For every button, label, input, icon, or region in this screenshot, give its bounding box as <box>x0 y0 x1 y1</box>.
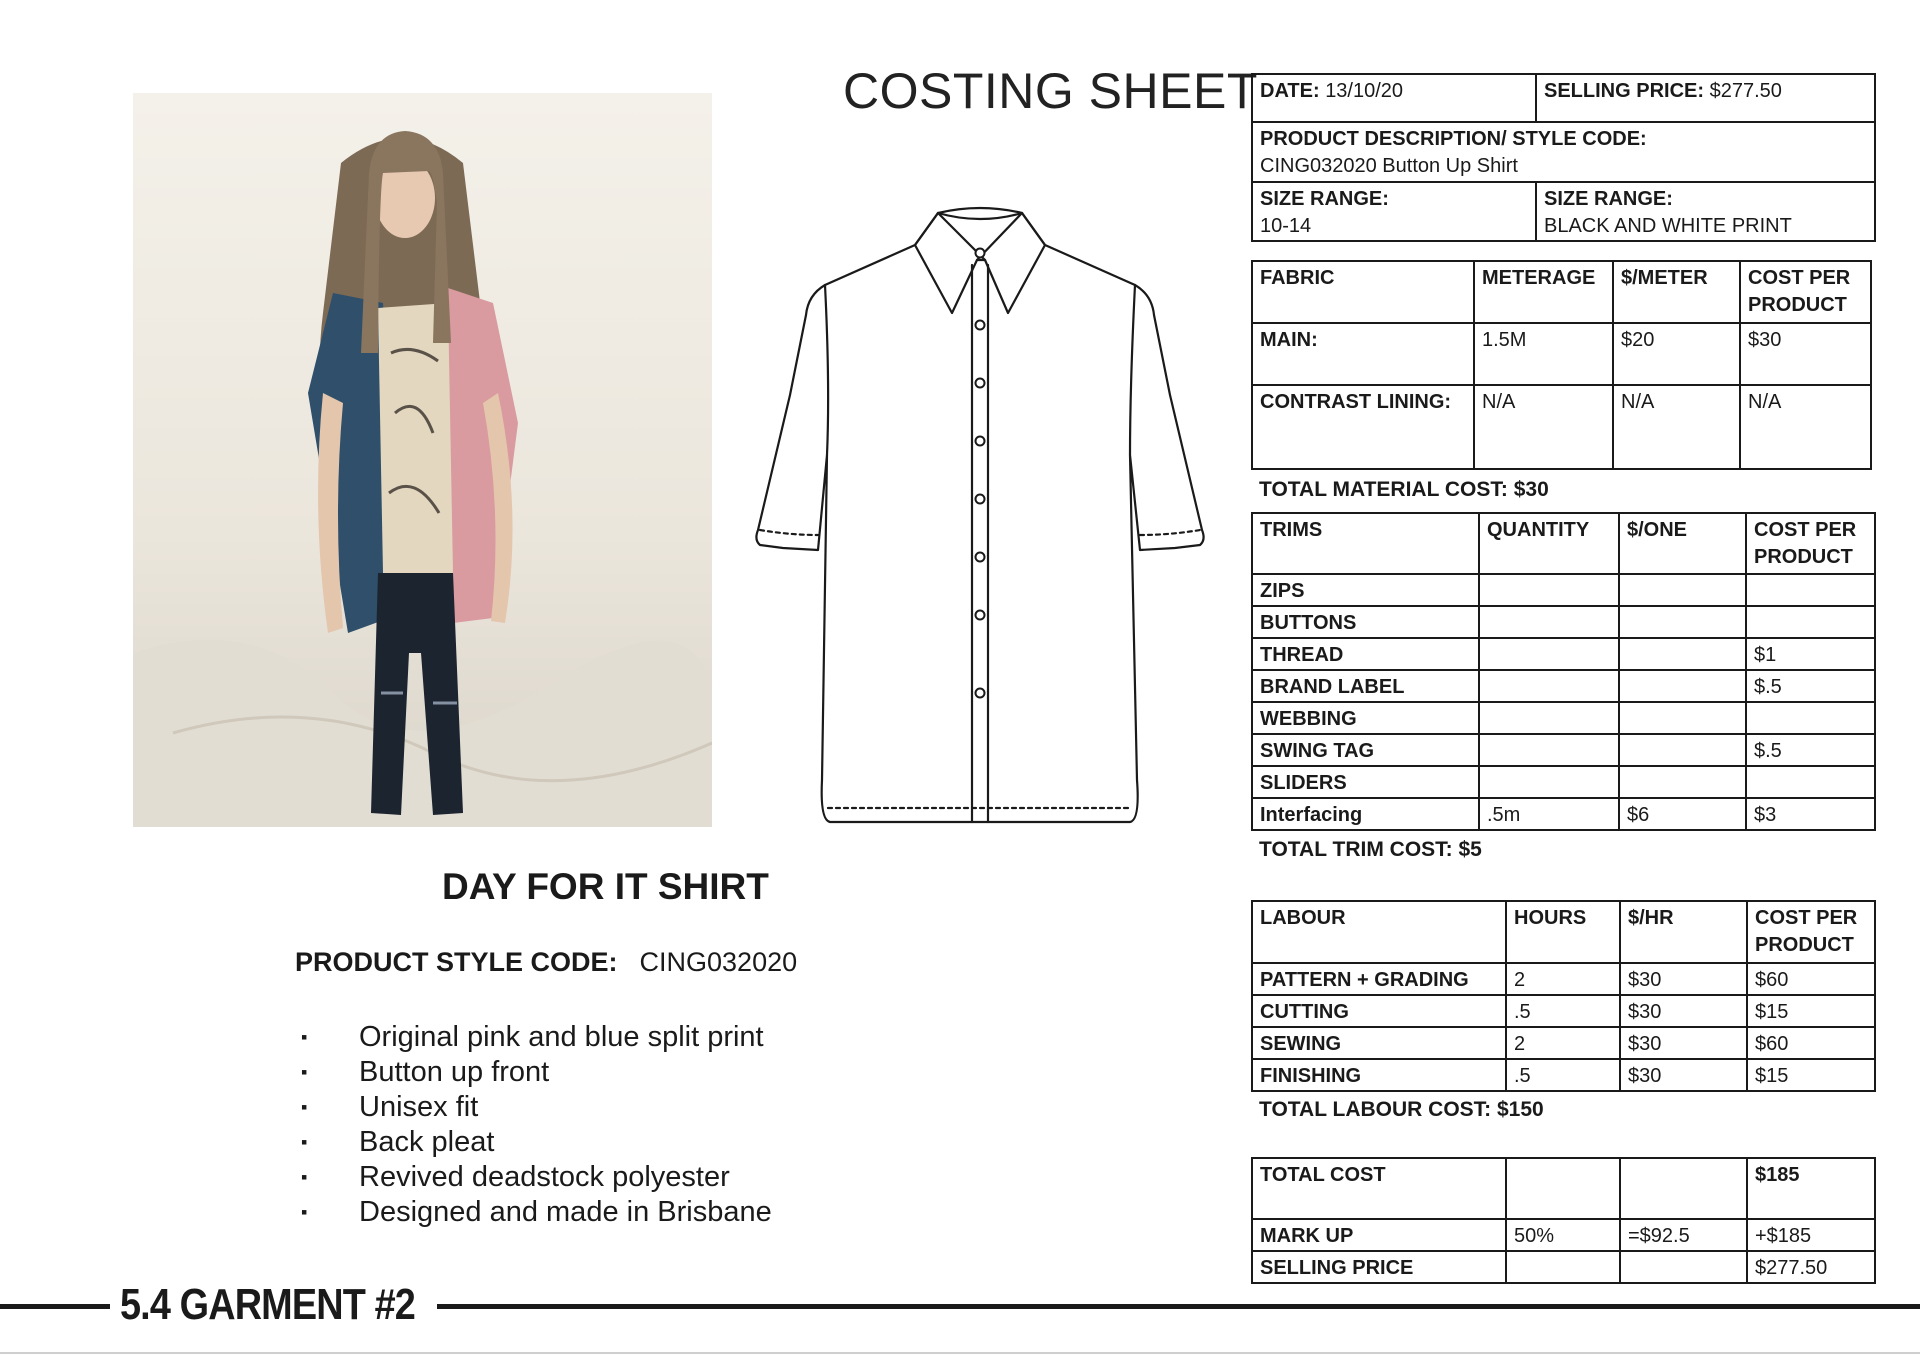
table-cell: $3 <box>1746 798 1875 830</box>
table-cell <box>1506 1158 1620 1219</box>
table-cell: $30 <box>1620 963 1747 995</box>
table-row <box>1252 574 1875 606</box>
shirt-flat-sketch <box>740 205 1220 830</box>
table-cell <box>1746 574 1875 606</box>
table-row <box>1252 1059 1875 1091</box>
table-cell <box>1746 766 1875 798</box>
row-label: CUTTING <box>1252 995 1506 1027</box>
labour-table <box>1251 900 1876 1092</box>
table-row <box>1252 734 1875 766</box>
table-row <box>1252 995 1875 1027</box>
list-item <box>295 1160 772 1195</box>
row-label: FINISHING <box>1252 1059 1506 1091</box>
table-row <box>1252 638 1875 670</box>
table-cell <box>1479 606 1619 638</box>
column-header: LABOUR <box>1252 901 1506 963</box>
table-cell: 50% <box>1506 1219 1620 1251</box>
bullet-icon: ▪ <box>301 1027 308 1047</box>
row-label: PATTERN + GRADING <box>1252 963 1506 995</box>
table-cell: .5 <box>1506 995 1620 1027</box>
table-row <box>1252 798 1875 830</box>
table-row <box>1252 766 1875 798</box>
table-cell <box>1619 766 1746 798</box>
table-cell <box>1479 670 1619 702</box>
table-cell: $60 <box>1747 1027 1875 1059</box>
table-cell <box>1506 1251 1620 1283</box>
table-row <box>1252 702 1875 734</box>
table-cell <box>1619 638 1746 670</box>
column-header: FABRIC <box>1252 261 1474 323</box>
table-cell: .5 <box>1506 1059 1620 1091</box>
row-label: Interfacing <box>1252 798 1479 830</box>
row-label: BUTTONS <box>1252 606 1479 638</box>
row-label: WEBBING <box>1252 702 1479 734</box>
table-cell <box>1620 1158 1747 1219</box>
feature-text: Original pink and blue split print <box>359 1021 764 1053</box>
table-cell: N/A <box>1740 385 1871 469</box>
table-cell <box>1619 606 1746 638</box>
footer-divider-right <box>437 1304 1920 1309</box>
table-cell: +$185 <box>1747 1219 1875 1251</box>
bullet-icon: ▪ <box>301 1097 308 1117</box>
table-cell: $15 <box>1747 1059 1875 1091</box>
feature-text: Button up front <box>359 1056 550 1088</box>
table-cell: N/A <box>1613 385 1740 469</box>
row-label: TOTAL COST <box>1252 1158 1506 1219</box>
selling-price-cell: SELLING PRICE: $277.50 <box>1536 74 1875 122</box>
footer-divider-left <box>0 1304 110 1309</box>
bullet-icon: ▪ <box>301 1202 308 1222</box>
model-photo-illustration <box>133 93 712 827</box>
column-header: $/ONE <box>1619 513 1746 574</box>
summary-table <box>1251 1157 1876 1284</box>
table-cell <box>1479 766 1619 798</box>
table-row <box>1252 1027 1875 1059</box>
table-cell <box>1620 1251 1747 1283</box>
row-label: SLIDERS <box>1252 766 1479 798</box>
table-cell: $.5 <box>1746 734 1875 766</box>
table-cell: $15 <box>1747 995 1875 1027</box>
feature-text: Unisex fit <box>359 1091 479 1123</box>
bullet-icon: ▪ <box>301 1132 308 1152</box>
row-label: BRAND LABEL <box>1252 670 1479 702</box>
table-row <box>1252 385 1871 469</box>
table-cell: $20 <box>1613 323 1740 385</box>
column-header: COST PER PRODUCT <box>1747 901 1875 963</box>
column-header: COST PER PRODUCT <box>1740 261 1871 323</box>
table-row <box>1252 1158 1875 1219</box>
row-label: CONTRAST LINING: <box>1252 385 1474 469</box>
row-label: MARK UP <box>1252 1219 1506 1251</box>
table-cell: .5m <box>1479 798 1619 830</box>
table-cell: =$92.5 <box>1620 1219 1747 1251</box>
table-cell <box>1619 734 1746 766</box>
feature-text: Revived deadstock polyester <box>359 1161 730 1193</box>
table-row <box>1252 670 1875 702</box>
row-label: SWING TAG <box>1252 734 1479 766</box>
list-item <box>295 1125 772 1160</box>
table-cell <box>1746 606 1875 638</box>
list-item <box>295 1020 772 1055</box>
feature-list <box>295 1020 772 1230</box>
style-code-value: CING032020 <box>639 947 798 977</box>
shirt-sketch-drawing <box>740 205 1220 830</box>
garment-name: DAY FOR IT SHIRT <box>442 866 769 907</box>
table-cell: 1.5M <box>1474 323 1613 385</box>
trims-table <box>1251 512 1876 831</box>
column-header: COST PER PRODUCT <box>1746 513 1875 574</box>
column-header: $/HR <box>1620 901 1747 963</box>
date-cell: DATE: 13/10/20 <box>1252 74 1536 122</box>
table-cell: $.5 <box>1746 670 1875 702</box>
total-trim-cost: TOTAL TRIM COST: $5 <box>1259 838 1482 861</box>
total-material-cost: TOTAL MATERIAL COST: $30 <box>1259 478 1549 501</box>
table-cell <box>1619 702 1746 734</box>
table-cell <box>1746 702 1875 734</box>
table-cell: $6 <box>1619 798 1746 830</box>
style-code-label: PRODUCT STYLE CODE: <box>295 947 618 977</box>
feature-text: Designed and made in Brisbane <box>359 1196 772 1228</box>
total-cost-value: $185 <box>1747 1158 1875 1219</box>
page-title: COSTING SHEET <box>843 63 1258 119</box>
colour-cell: SIZE RANGE: BLACK AND WHITE PRINT <box>1536 182 1875 241</box>
table-cell <box>1619 574 1746 606</box>
table-cell: $1 <box>1746 638 1875 670</box>
row-label: ZIPS <box>1252 574 1479 606</box>
table-cell <box>1479 702 1619 734</box>
bullet-icon: ▪ <box>301 1167 308 1187</box>
column-header: METERAGE <box>1474 261 1613 323</box>
table-cell <box>1479 638 1619 670</box>
column-header: HOURS <box>1506 901 1620 963</box>
list-item <box>295 1090 772 1125</box>
bullet-icon: ▪ <box>301 1062 308 1082</box>
table-cell <box>1479 734 1619 766</box>
table-cell: $30 <box>1620 1059 1747 1091</box>
table-cell: $60 <box>1747 963 1875 995</box>
table-cell: $277.50 <box>1747 1251 1875 1283</box>
table-cell <box>1479 574 1619 606</box>
table-cell: $30 <box>1620 995 1747 1027</box>
table-row <box>1252 1219 1875 1251</box>
total-labour-cost: TOTAL LABOUR COST: $150 <box>1259 1098 1544 1121</box>
fabric-table <box>1251 260 1872 470</box>
table-cell: N/A <box>1474 385 1613 469</box>
table-row <box>1252 963 1875 995</box>
table-row <box>1252 1251 1875 1283</box>
size-range-cell: SIZE RANGE: 10-14 <box>1252 182 1536 241</box>
page-bottom-rule <box>0 1352 1920 1354</box>
feature-text: Back pleat <box>359 1126 495 1158</box>
row-label: THREAD <box>1252 638 1479 670</box>
column-header: TRIMS <box>1252 513 1479 574</box>
footer-section-title: 5.4 GARMENT #2 <box>120 1280 415 1329</box>
table-cell <box>1619 670 1746 702</box>
model-photo <box>133 93 712 827</box>
header-table <box>1251 73 1876 242</box>
table-cell: $30 <box>1620 1027 1747 1059</box>
column-header: $/METER <box>1613 261 1740 323</box>
table-cell: $30 <box>1740 323 1871 385</box>
list-item <box>295 1195 772 1230</box>
product-description-cell: PRODUCT DESCRIPTION/ STYLE CODE: CING032020 Button Up Shirt <box>1252 122 1875 182</box>
column-header: QUANTITY <box>1479 513 1619 574</box>
row-label: SEWING <box>1252 1027 1506 1059</box>
row-label: MAIN: <box>1252 323 1474 385</box>
product-style-code <box>295 947 797 978</box>
list-item <box>295 1055 772 1090</box>
table-cell: 2 <box>1506 1027 1620 1059</box>
table-cell: 2 <box>1506 963 1620 995</box>
row-label: SELLING PRICE <box>1252 1251 1506 1283</box>
table-row <box>1252 323 1871 385</box>
table-row <box>1252 606 1875 638</box>
